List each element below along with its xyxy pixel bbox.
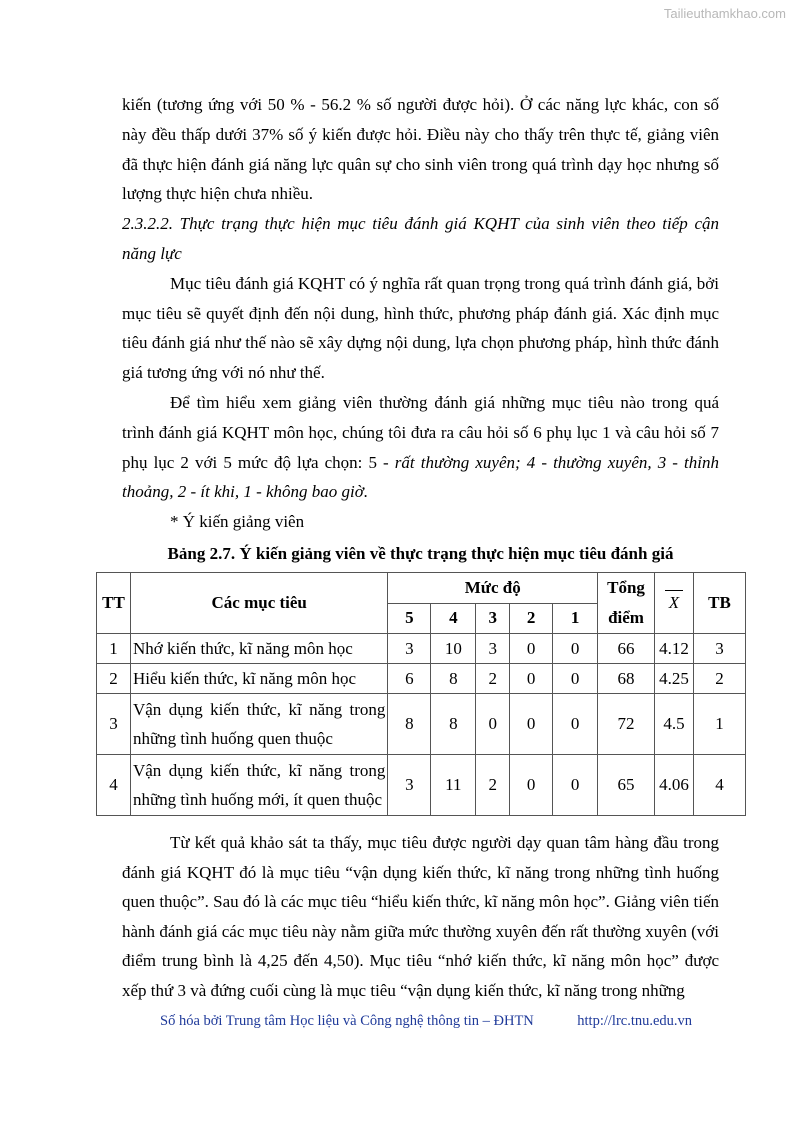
cell-rank: 3 xyxy=(693,634,745,664)
cell-level-5: 3 xyxy=(388,755,431,816)
cell-rank: 1 xyxy=(693,694,745,755)
header-total-line2: điểm xyxy=(608,608,644,627)
paragraph-2: Mục tiêu đánh giá KQHT có ý nghĩa rất quan trọng trong quá trình đánh giá, bởi mục tiêu sẽ quyết định đến nội dung, hình thức, phương pháp đánh giá. Xác định mục tiêu đánh giá như thế nào sẽ xây dựng nội dung, lựa chọn phương pháp, hình thức đánh giá tương ứng với nó như thế. xyxy=(122,273,719,383)
cell-mean: 4.5 xyxy=(655,694,694,755)
cell-level-3: 0 xyxy=(476,694,510,755)
table-row xyxy=(97,694,746,755)
cell-level-1: 0 xyxy=(553,664,598,694)
paragraph-3-text: Để tìm hiểu xem giảng viên thường đánh giá những mục tiêu nào trong quá trình đánh giá KQHT môn học, chúng tôi đưa ra câu hỏi số 6 phụ lục 1 và câu hỏi số 7 phụ lục 2 với 5 mức độ lựa chọn: 5 - xyxy=(122,392,719,472)
cell-total: 65 xyxy=(598,755,655,816)
table-header-row-1 xyxy=(97,573,746,604)
watermark: Tailieuthamkhao.com xyxy=(663,6,786,21)
footer-url[interactable]: http://lrc.tnu.edu.vn xyxy=(577,1013,693,1029)
cell-level-3: 2 xyxy=(476,755,510,816)
header-tt: TT xyxy=(97,573,131,634)
cell-level-3: 2 xyxy=(476,664,510,694)
cell-level-5: 3 xyxy=(388,634,431,664)
cell-mean: 4.25 xyxy=(655,664,694,694)
table-title: Bảng 2.7. Ý kiến giảng viên về thực trạng thực hiện mục tiêu đánh giá xyxy=(167,543,674,563)
cell-level-3: 3 xyxy=(476,634,510,664)
table-row xyxy=(97,664,746,694)
cell-total: 66 xyxy=(598,634,655,664)
header-level: Mức độ xyxy=(388,573,598,604)
body-text-top xyxy=(122,90,719,571)
cell-level-1: 0 xyxy=(553,694,598,755)
header-level-1: 1 xyxy=(553,603,598,634)
header-level-5: 5 xyxy=(388,603,431,634)
cell-rank: 2 xyxy=(693,664,745,694)
cell-level-2: 0 xyxy=(510,755,553,816)
cell-level-4: 11 xyxy=(431,755,476,816)
cell-tt: 1 xyxy=(97,634,131,664)
cell-level-1: 0 xyxy=(553,755,598,816)
cell-mean: 4.06 xyxy=(655,755,694,816)
cell-goal: Nhớ kiến thức, kĩ năng môn học xyxy=(130,634,387,664)
cell-total: 68 xyxy=(598,664,655,694)
cell-total: 72 xyxy=(598,694,655,755)
paragraph-1: kiến (tương ứng với 50 % - 56.2 % số người được hỏi). Ở các năng lực khác, con số này đều thấp dưới 37% số ý kiến được hỏi. Điều này cho thấy trên thực tế, giảng viên đã thực hiện đánh giá năng lực quân sự cho sinh viên trong quá trình dạy học nhưng số lượng thực hiện chưa nhiều. xyxy=(122,95,719,204)
cell-mean: 4.12 xyxy=(655,634,694,664)
cell-tt: 4 xyxy=(97,755,131,816)
header-mean xyxy=(655,573,694,634)
paragraph-3 xyxy=(122,388,719,507)
cell-level-4: 10 xyxy=(431,634,476,664)
bullet-lecturer-opinion: * Ý kiến giảng viên xyxy=(170,512,305,532)
paragraph-3-italic: rất thường xuyên; 4 - thường xuyên, 3 - thỉnh thoảng, 2 - ít khi, 1 - không bao giờ. xyxy=(122,452,719,502)
body-text-bottom xyxy=(122,828,719,1006)
survey-table xyxy=(96,572,746,816)
cell-level-2: 0 xyxy=(510,634,553,664)
footer xyxy=(160,1013,692,1030)
header-total-line1: Tổng xyxy=(607,578,645,597)
cell-goal: Hiểu kiến thức, kĩ năng môn học xyxy=(130,664,387,694)
cell-level-4: 8 xyxy=(431,694,476,755)
cell-level-4: 8 xyxy=(431,664,476,694)
header-total xyxy=(598,573,655,634)
cell-level-2: 0 xyxy=(510,694,553,755)
table-row xyxy=(97,755,746,816)
header-level-2: 2 xyxy=(510,603,553,634)
header-goal: Các mục tiêu xyxy=(130,573,387,634)
cell-level-5: 6 xyxy=(388,664,431,694)
cell-level-5: 8 xyxy=(388,694,431,755)
cell-goal: Vận dụng kiến thức, kĩ năng trong những tình huống quen thuộc xyxy=(130,694,387,755)
section-heading: 2.3.2.2. Thực trạng thực hiện mục tiêu đánh giá KQHT của sinh viên theo tiếp cận năng lực xyxy=(122,214,719,263)
cell-rank: 4 xyxy=(693,755,745,816)
paragraph-4: Từ kết quả khảo sát ta thấy, mục tiêu được người dạy quan tâm hàng đầu trong đánh giá KQHT đó là mục tiêu “vận dụng kiến thức, kĩ năng trong những tình huống quen thuộc”. Sau đó là các mục tiêu “hiểu kiến thức, kĩ năng môn học”. Giảng viên tiến hành đánh giá các mục tiêu này nằm giữa mức thường xuyên đến rất thường xuyên (với điểm trung bình là 4,25 đến 4,50). Mục tiêu “nhớ kiến thức, kĩ năng môn học” được xếp thứ 3 và đứng cuối cùng là mục tiêu “vận dụng kiến thức, kĩ năng trong những xyxy=(122,833,719,1000)
cell-tt: 2 xyxy=(97,664,131,694)
cell-goal: Vận dụng kiến thức, kĩ năng trong những tình huống mới, ít quen thuộc xyxy=(130,755,387,816)
mean-symbol: X xyxy=(668,593,680,612)
cell-level-1: 0 xyxy=(553,634,598,664)
header-level-3: 3 xyxy=(476,603,510,634)
header-level-4: 4 xyxy=(431,603,476,634)
header-rank: TB xyxy=(693,573,745,634)
table-row xyxy=(97,634,746,664)
cell-level-2: 0 xyxy=(510,664,553,694)
cell-tt: 3 xyxy=(97,694,131,755)
footer-source: Số hóa bởi Trung tâm Học liệu và Công nghệ thông tin – ĐHTN xyxy=(160,1013,534,1029)
